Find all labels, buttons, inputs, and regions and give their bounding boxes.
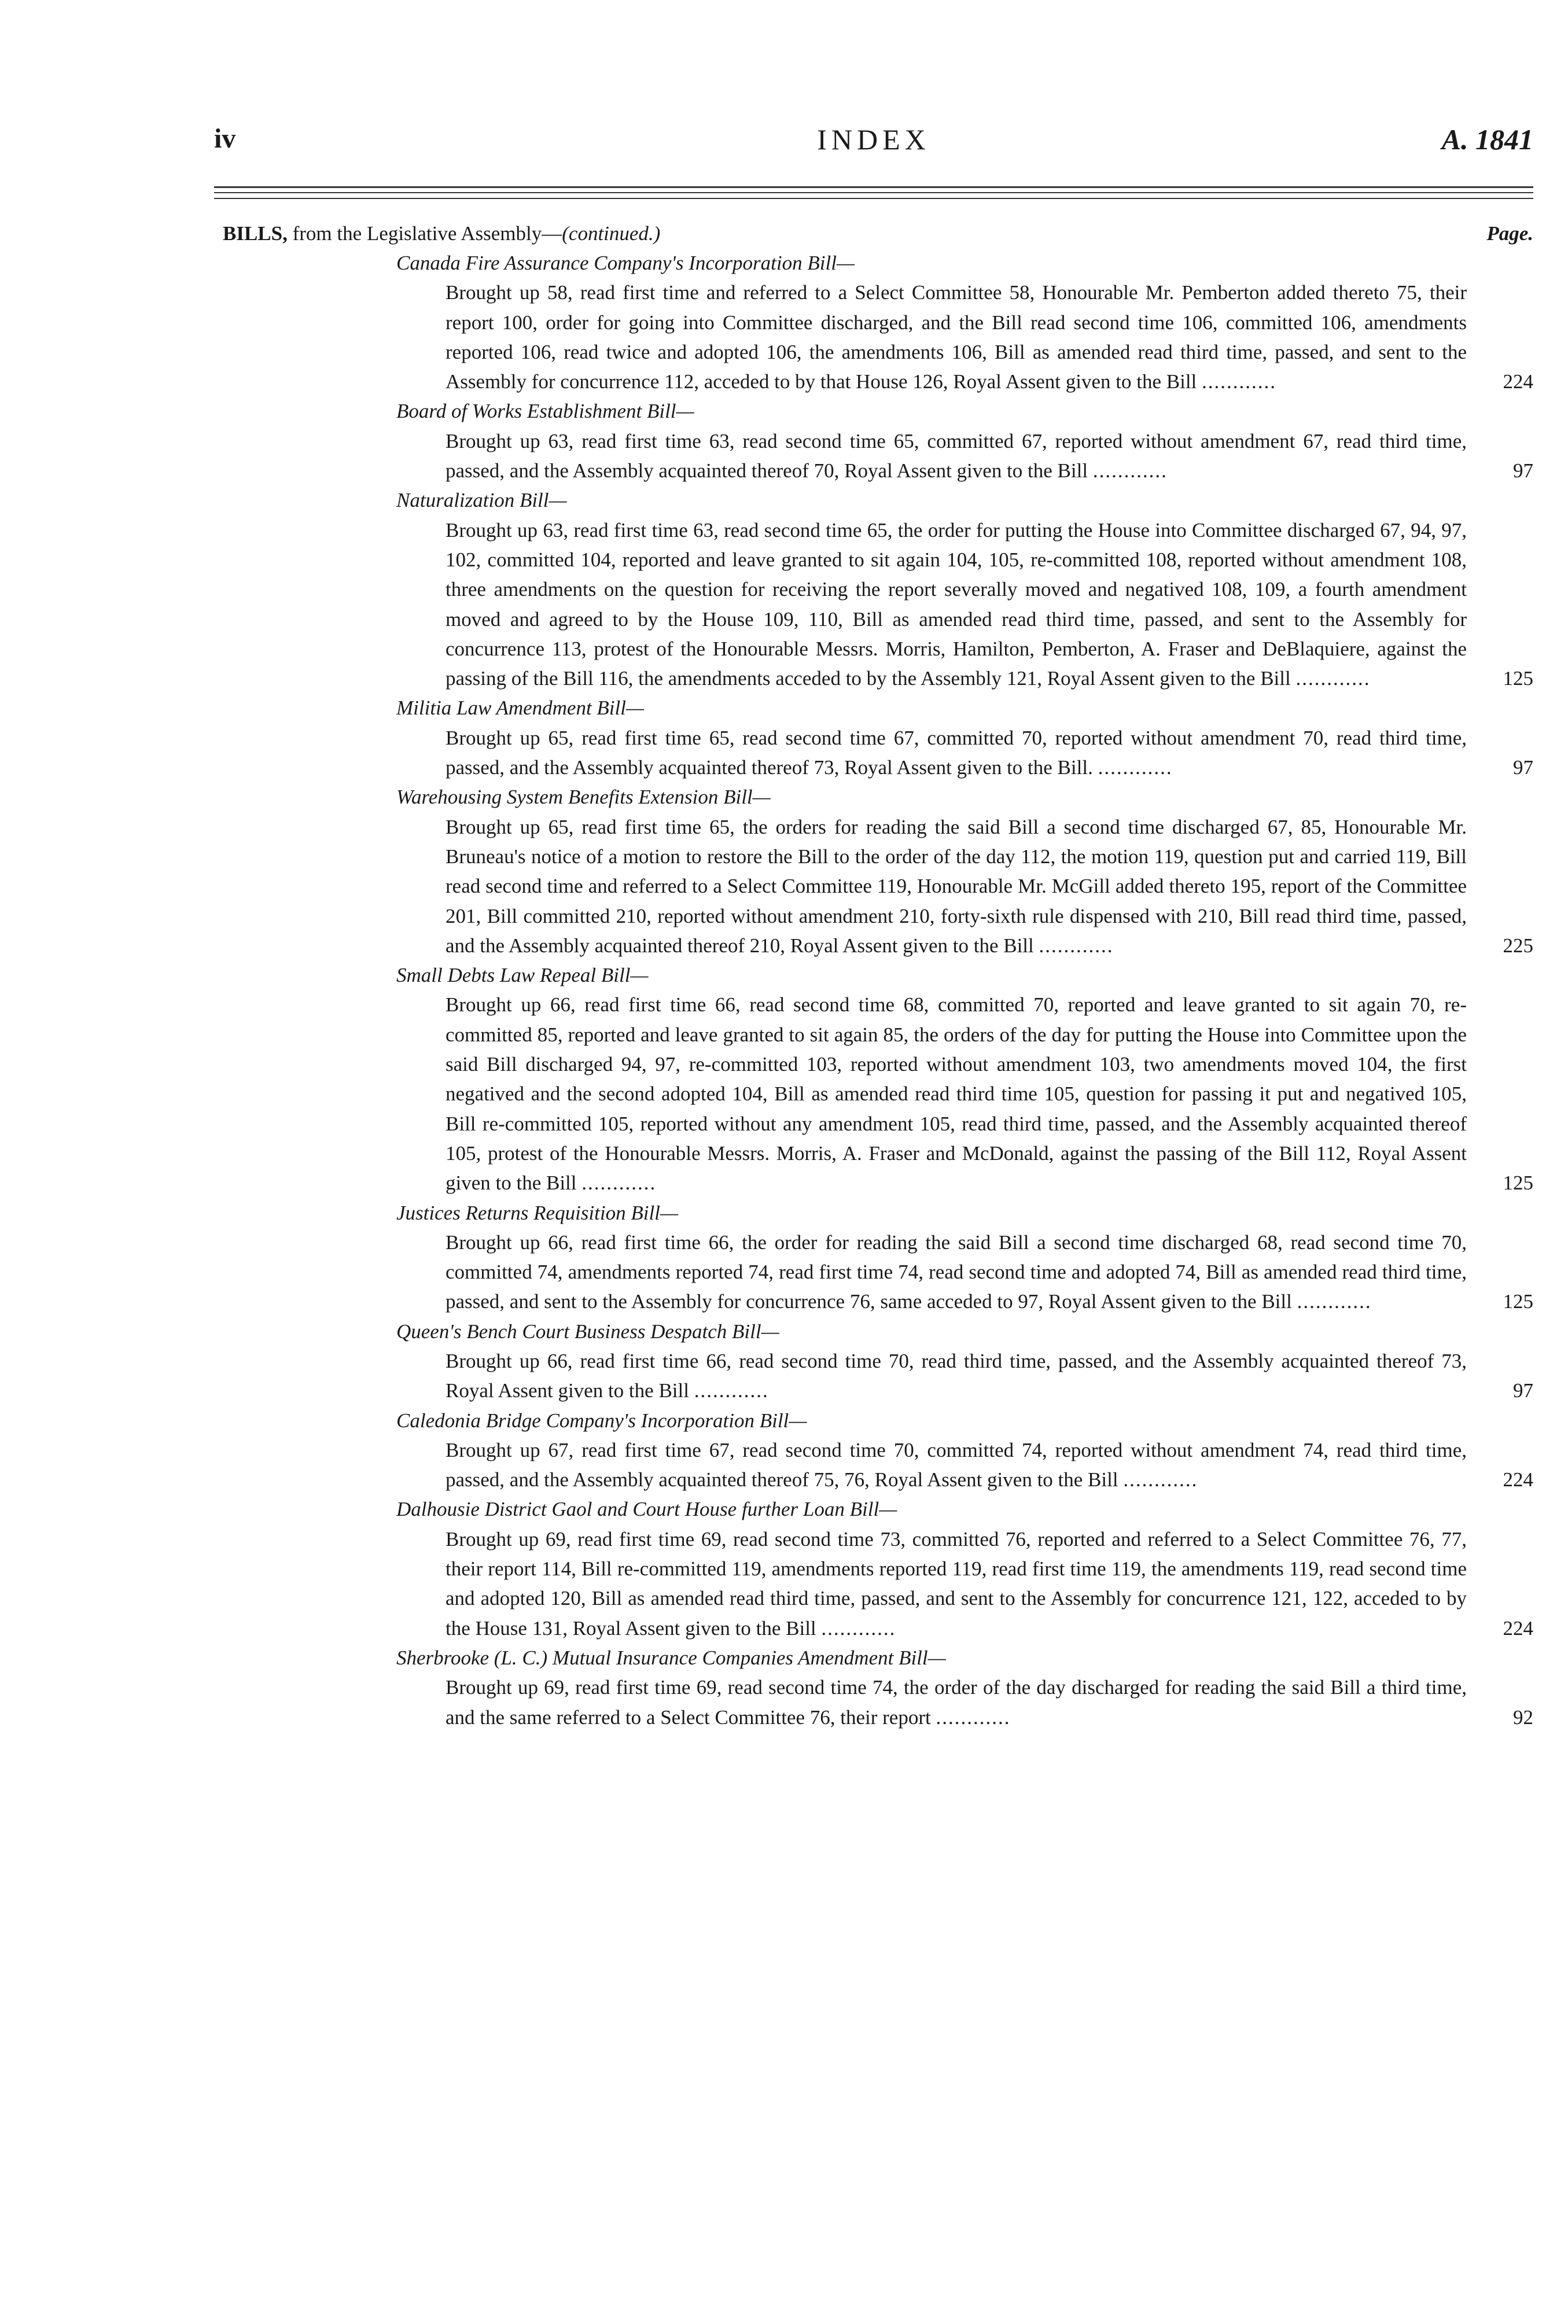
entry-text: Brought up 63, read first time 63, read second time 65, the order for putting the House into Committee discharged 67, 94, 97, 102, committed 104, reported and leave granted to sit again 104, 105, re-committed 108, reported without amendment 108, three amendments on the question for receiving the report severally moved and negatived 108, 109, a fourth amendment moved and agreed to by the House 109, 110, Bill as amended read third time, passed, and sent to the Assembly for concurrence 113, protest of the Honourable Messrs. Morris, Hamilton, Pemberton, A. Fraser and DeBlaquiere, against the passing of the Bill 116, the amendments acceded to by the Assembly 121, Royal Assent given to the Bill ............ xyxy=(446,518,1467,690)
index-entry xyxy=(223,782,1533,960)
page-column-heading: Page. xyxy=(1486,222,1533,245)
entry-body xyxy=(446,990,1533,1198)
continued-label: (continued.) xyxy=(562,222,661,245)
entry-body xyxy=(446,1673,1533,1732)
entry-title: Warehousing System Benefits Extension Bill— xyxy=(396,786,771,809)
index-entry xyxy=(223,1643,1533,1732)
entry-page: 125 xyxy=(1503,667,1533,690)
entry-text: Brought up 65, read first time 65, read second time 67, committed 70, reported without amendment 70, read third time, passed, and the Assembly acquainted thereof 73, Royal Assent given to the Bill. ............ xyxy=(446,726,1467,779)
entry-page: 224 xyxy=(1503,1616,1533,1640)
dot-leader: ............ xyxy=(821,1616,896,1640)
entry-page: 97 xyxy=(1513,1379,1533,1402)
entry-body xyxy=(446,723,1533,783)
index-entries xyxy=(223,248,1533,1732)
entry-body xyxy=(446,1228,1533,1317)
entry-text: Brought up 69, read first time 69, read second time 74, the order of the day discharged for reading the said Bill a third time, and the same referred to a Select Committee 76, their report ............ xyxy=(446,1676,1467,1729)
dot-leader: ............ xyxy=(936,1706,1011,1729)
entry-title: Justices Returns Requisition Bill— xyxy=(396,1201,679,1224)
entry-text: Brought up 63, read first time 63, read second time 65, committed 67, reported without amendment 67, read third time, passed, and the Assembly acquainted thereof 70, Royal Assent given to the Bill ............ xyxy=(446,429,1467,483)
index-entry xyxy=(223,1317,1533,1406)
index-entry xyxy=(223,1494,1533,1642)
entry-title: Small Debts Law Repeal Bill— xyxy=(396,964,649,987)
page-number: iv xyxy=(214,123,236,154)
entry-body xyxy=(446,278,1533,396)
section-label: BILLS, xyxy=(223,222,288,245)
entry-text: Brought up 66, read first time 66, read second time 70, read third time, passed, and the Assembly acquainted thereof 73, Royal Assent given to the Bill ............ xyxy=(446,1349,1467,1402)
entry-title: Queen's Bench Court Business Despatch Bill— xyxy=(396,1320,779,1343)
index-entry xyxy=(223,485,1533,693)
index-entry xyxy=(223,1406,1533,1495)
entry-page: 92 xyxy=(1513,1706,1533,1729)
entry-body xyxy=(446,1346,1533,1406)
dot-leader: ............ xyxy=(1092,459,1168,483)
index-entry xyxy=(223,960,1533,1198)
entry-title: Canada Fire Assurance Company's Incorporation Bill— xyxy=(396,252,855,274)
entry-title: Sherbrooke (L. C.) Mutual Insurance Companies Amendment Bill— xyxy=(396,1646,946,1669)
dot-leader: ............ xyxy=(1123,1468,1198,1491)
dot-leader: ............ xyxy=(581,1172,657,1195)
entry-page: 125 xyxy=(1503,1290,1533,1313)
entry-body xyxy=(446,1435,1533,1495)
year-label: A. 1841 xyxy=(1441,123,1533,156)
entry-page: 224 xyxy=(1503,370,1533,393)
index-entry xyxy=(223,248,1533,396)
entry-title: Board of Works Establishment Bill— xyxy=(396,400,694,423)
entry-title: Dalhousie District Gaol and Court House further Loan Bill— xyxy=(396,1498,897,1521)
section-sublabel: from the Legislative Assembly— xyxy=(292,222,562,245)
entry-page: 97 xyxy=(1513,756,1533,779)
entry-text: Brought up 65, read first time 65, the orders for reading the said Bill a second time discharged 67, 85, Honourable Mr. Bruneau's notice of a motion to restore the Bill to the order of the day 112, the motion 119, question put and carried 119, Bill read second time and referred to a Select Committee 119, Honourable Mr. McGill added thereto 195, report of the Committee 201, Bill committed 210, reported without amendment 210, forty-sixth rule dispensed with 210, Bill read third time, passed, and the Assembly acquainted thereof 210, Royal Assent given to the Bill ............ xyxy=(446,815,1467,957)
index-entry xyxy=(223,1198,1533,1317)
dot-leader: ............ xyxy=(1098,756,1173,779)
entry-text: Brought up 66, read first time 66, read second time 68, committed 70, reported and leave granted to sit again 70, re-committed 85, reported and leave granted to sit again 85, the orders of the day for putting the House into Committee upon the said Bill discharged 94, 97, re-committed 103, reported without amendment 103, two amendments moved 104, the first negatived and the second adopted 104, Bill as amended read third time 105, question for passing it put and negatived 105, Bill re-committed 105, reported without any amendment 105, read third time, passed, and the Assembly acquainted thereof 105, protest of the Honourable Messrs. Morris, A. Fraser and McDonald, against the passing of the Bill 112, Royal Assent given to the Bill ............ xyxy=(446,993,1467,1195)
page-title: INDEX xyxy=(817,123,930,156)
entry-text: Brought up 69, read first time 69, read second time 73, committed 76, reported and referred to a Select Committee 76, 77, their report 114, Bill re-committed 119, amendments reported 119, read first time 119, the amendments 119, read second time and adopted 120, Bill as amended read third time, passed, and sent to the Assembly for concurrence 121, 122, acceded to by the House 131, Royal Assent given to the Bill ............ xyxy=(446,1527,1467,1640)
dot-leader: ............ xyxy=(1295,667,1371,690)
page-header xyxy=(214,123,1533,163)
entry-text: Brought up 67, read first time 67, read second time 70, committed 74, reported without amendment 74, read third time, passed, and the Assembly acquainted thereof 75, 76, Royal Assent given to the Bill ............ xyxy=(446,1438,1467,1491)
index-entry xyxy=(223,693,1533,782)
dot-leader: ............ xyxy=(1039,934,1114,957)
header-rule xyxy=(214,192,1533,193)
entry-page: 125 xyxy=(1503,1172,1533,1195)
entry-title: Naturalization Bill— xyxy=(396,489,567,512)
entry-body xyxy=(446,1524,1533,1643)
entry-page: 97 xyxy=(1513,459,1533,483)
entry-text: Brought up 58, read first time and referred to a Select Committee 58, Honourable Mr. Pemberton added thereto 75, their report 100, order for going into Committee discharged, and the Bill read second time 106, committed 106, amendments reported 106, read twice and adopted 106, the amendments 106, Bill as amended read third time, passed, and sent to the Assembly for concurrence 112, acceded to by that House 126, Royal Assent given to the Bill ............ xyxy=(446,281,1467,393)
header-rule xyxy=(214,198,1533,199)
entry-text: Brought up 66, read first time 66, the order for reading the said Bill a second time discharged 68, read second time 70, committed 74, amendments reported 74, read first time 74, read second time and adopted 74, Bill as amended read third time, passed, and sent to the Assembly for concurrence 76, same acceded to 97, Royal Assent given to the Bill ............ xyxy=(446,1231,1467,1313)
entry-page: 224 xyxy=(1503,1468,1533,1491)
dot-leader: ............ xyxy=(1297,1290,1372,1313)
entry-title: Militia Law Amendment Bill— xyxy=(396,697,645,720)
entry-title: Caledonia Bridge Company's Incorporation Bill— xyxy=(396,1409,807,1432)
index-content xyxy=(223,219,1533,1732)
entry-page: 225 xyxy=(1503,934,1533,957)
dot-leader: ............ xyxy=(1202,370,1277,393)
entry-body xyxy=(446,812,1533,960)
header-rule xyxy=(214,186,1533,188)
dot-leader: ............ xyxy=(694,1379,769,1402)
entry-body xyxy=(446,515,1533,694)
index-entry xyxy=(223,396,1533,485)
section-heading xyxy=(223,219,1533,248)
entry-body xyxy=(446,426,1533,486)
